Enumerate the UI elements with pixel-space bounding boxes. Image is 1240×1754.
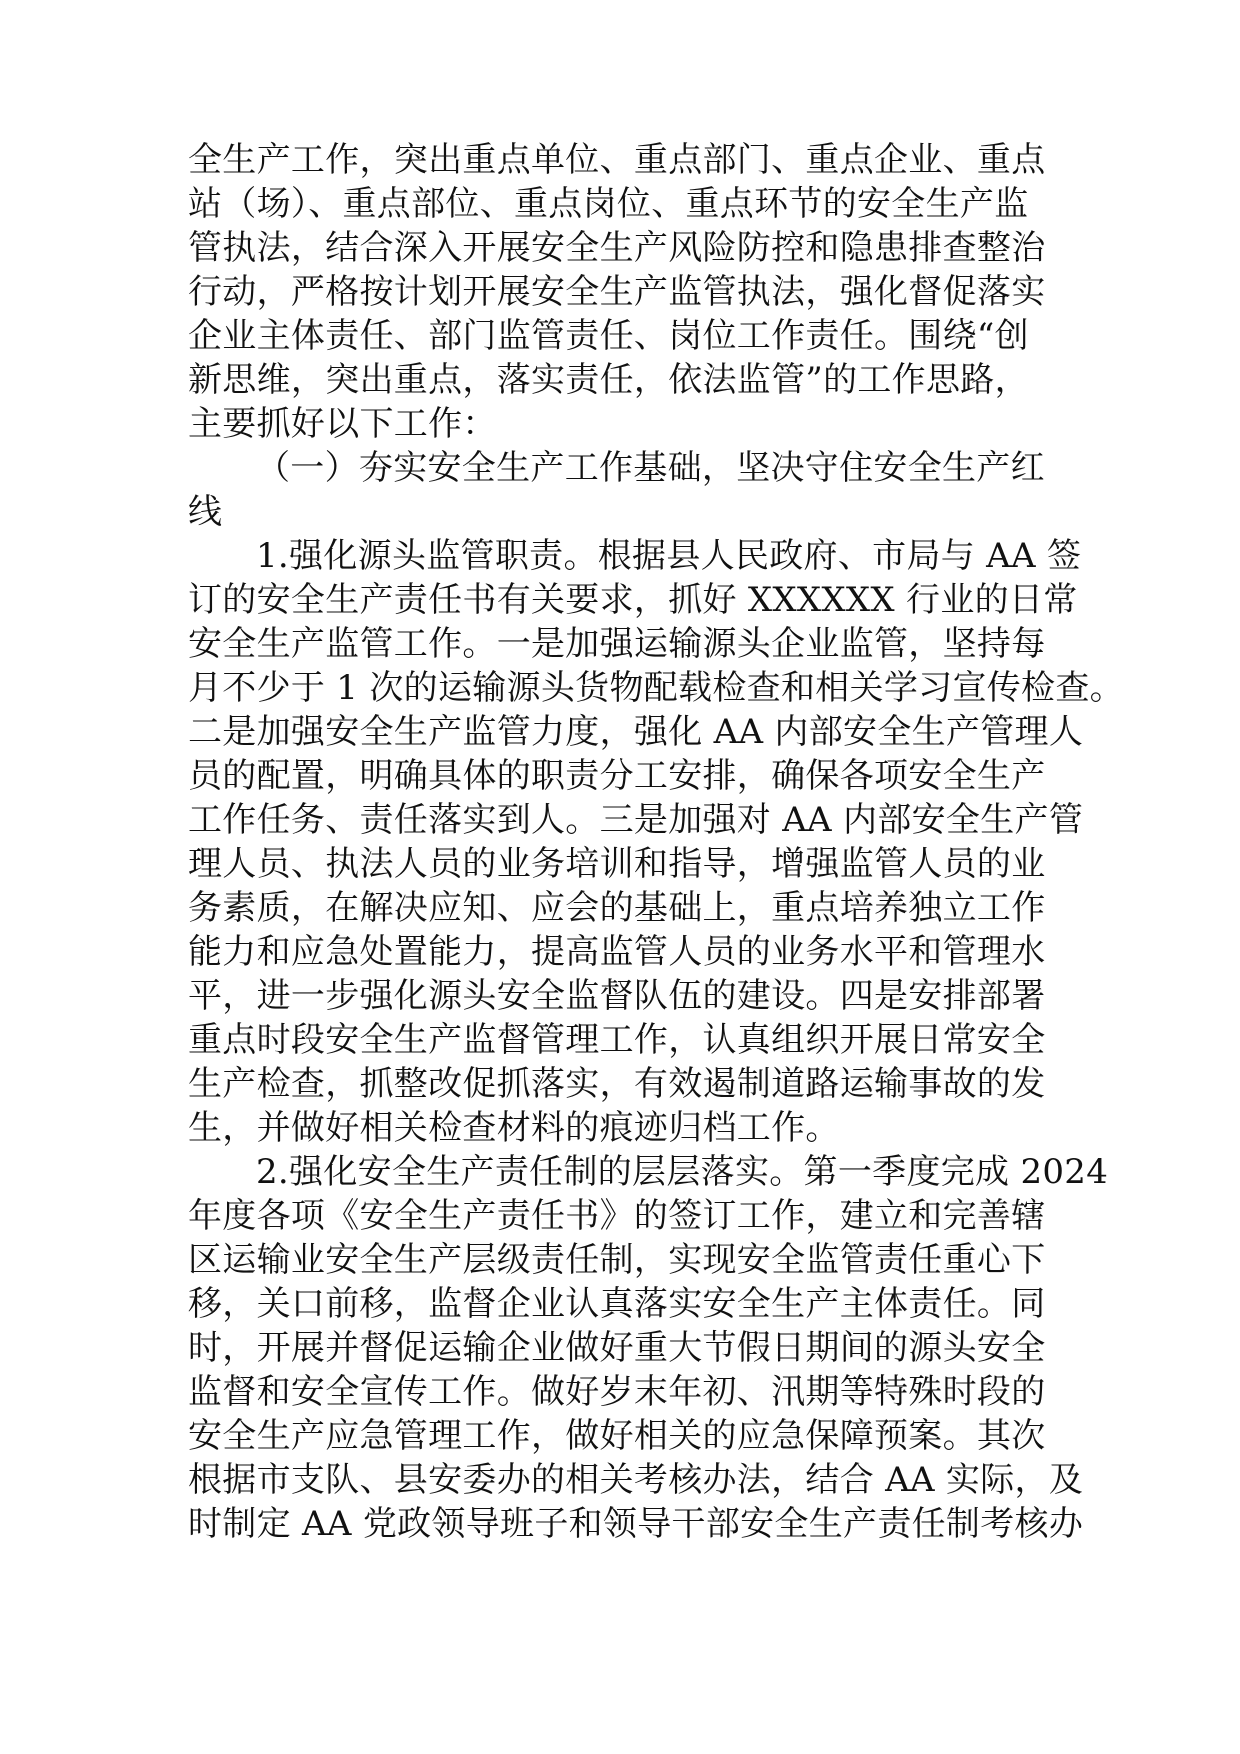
body-text-line: 根据市支队、县安委办的相关考核办法，结合 AA 实际，及 (188, 1460, 1084, 1500)
body-text-line: 全生产工作，突出重点单位、重点部门、重点企业、重点 (188, 140, 1046, 180)
body-text-line: 安全生产监管工作。一是加强运输源头企业监管，坚持每 (188, 624, 1046, 664)
section-heading-line: 线 (188, 492, 223, 532)
body-text-line: 1.强化源头监管职责。根据县人民政府、市局与 AA 签 (256, 536, 1082, 576)
body-text-line: 生产检查，抓整改促抓落实，有效遏制道路运输事故的发 (188, 1064, 1046, 1104)
body-text-line: 订的安全生产责任书有关要求，抓好 XXXXXX 行业的日常 (188, 580, 1078, 620)
body-text-line: 主要抓好以下工作： (188, 404, 497, 444)
body-text-line: 新思维，突出重点，落实责任，依法监管”的工作思路， (188, 360, 1029, 400)
body-text-line: 站（场）、重点部位、重点岗位、重点环节的安全生产监 (188, 184, 1029, 224)
body-text-line: 区运输业安全生产层级责任制，实现安全监管责任重心下 (188, 1240, 1046, 1280)
body-text-line: 管执法，结合深入开展安全生产风险防控和隐患排查整治 (188, 228, 1046, 268)
body-text-line: 平，进一步强化源头安全监督队伍的建设。四是安排部署 (188, 976, 1046, 1016)
section-heading-line: （一）夯实安全生产工作基础，坚决守住安全生产红 (256, 448, 1045, 488)
body-text-line: 员的配置，明确具体的职责分工安排，确保各项安全生产 (188, 756, 1046, 796)
body-text-line: 月不少于 1 次的运输源头货物配载检查和相关学习宣传检查。 (188, 668, 1124, 708)
body-text-line: 工作任务、责任落实到人。三是加强对 AA 内部安全生产管 (188, 800, 1084, 840)
body-text-line: 时制定 AA 党政领导班子和领导干部安全生产责任制考核办 (188, 1504, 1084, 1544)
body-text-line: 理人员、执法人员的业务培训和指导，增强监管人员的业 (188, 844, 1046, 884)
body-text-line: 时，开展并督促运输企业做好重大节假日期间的源头安全 (188, 1328, 1046, 1368)
body-text-line: 重点时段安全生产监督管理工作，认真组织开展日常安全 (188, 1020, 1046, 1060)
body-text-line: 务素质，在解决应知、应会的基础上，重点培养独立工作 (188, 888, 1046, 928)
body-text-line: 能力和应急处置能力，提高监管人员的业务水平和管理水 (188, 932, 1046, 972)
body-text-line: 行动，严格按计划开展安全生产监管执法，强化督促落实 (188, 272, 1046, 312)
body-text-line: 企业主体责任、部门监管责任、岗位工作责任。围绕“创 (188, 316, 1029, 356)
body-text-line: 生，并做好相关检查材料的痕迹归档工作。 (188, 1108, 840, 1148)
body-text-line: 安全生产应急管理工作，做好相关的应急保障预案。其次 (188, 1416, 1046, 1456)
body-text-line: 2.强化安全生产责任制的层层落实。第一季度完成 2024 (256, 1152, 1109, 1192)
body-text-line: 二是加强安全生产监管力度，强化 AA 内部安全生产管理人 (188, 712, 1084, 752)
body-text-line: 监督和安全宣传工作。做好岁末年初、汛期等特殊时段的 (188, 1372, 1046, 1412)
body-text-line: 移，关口前移，监督企业认真落实安全生产主体责任。同 (188, 1284, 1046, 1324)
body-text-line: 年度各项《安全生产责任书》的签订工作，建立和完善辖 (188, 1196, 1046, 1236)
